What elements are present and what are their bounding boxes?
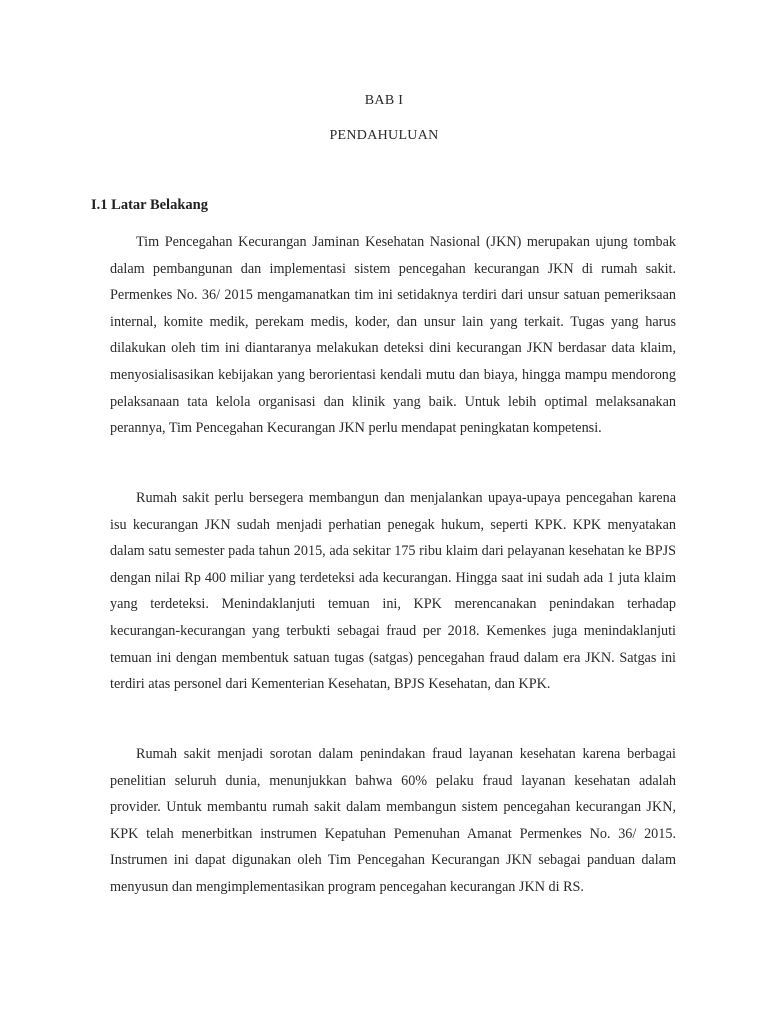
paragraph-2: Rumah sakit perlu bersegera membangun dan menjalankan upaya-upaya pencegahan karena isu kecurangan JKN sudah menjadi perhatian penegak hukum, seperti KPK. KPK menyatakan dalam satu semester pada tahun 2015, ada sekitar 175 ribu klaim dari pelayanan kesehatan ke BPJS dengan nilai Rp 400 miliar yang terdeteksi ada kecurangan. Hingga saat ini sudah ada 1 juta klaim yang terdeteksi. Menindaklanjuti temuan ini, KPK merencanakan penindakan terhadap kecurangan-kecurangan yang terbukti sebagai fraud per 2018. Kemenkes juga menindaklanjuti temuan ini dengan membentuk satuan tugas (satgas) pencegahan fraud dalam era JKN. Satgas ini terdiri atas personel dari Kementerian Kesehatan, BPJS Kesehatan, dan KPK. xyxy=(110,490,676,693)
paragraph-3: Rumah sakit menjadi sorotan dalam penindakan fraud layanan kesehatan karena berbagai penelitian seluruh dunia, menunjukkan bahwa 60% pelaku fraud layanan kesehatan adalah provider. Untuk membantu rumah sakit dalam membangun sistem pencegahan kecurangan JKN, KPK telah menerbitkan instrumen Kepatuhan Pemenuhan Amanat Permenkes No. 36/ 2015. Instrumen ini dapat digunakan oleh Tim Pencegahan Kecurangan JKN sebagai panduan dalam menyusun dan mengimplementasikan program pencegahan kecurangan JKN di RS. xyxy=(110,746,676,895)
chapter-title: PENDAHULUAN xyxy=(329,128,439,143)
section-heading: I.1 Latar Belakang xyxy=(91,197,208,213)
chapter-number: BAB I xyxy=(364,93,404,108)
paragraph-1: Tim Pencegahan Kecurangan Jaminan Kesehatan Nasional (JKN) merupakan ujung tombak dalam pembangunan dan implementasi sistem pencegahan kecurangan JKN di rumah sakit. Permenkes No. 36/ 2015 mengamanatkan tim ini setidaknya terdiri dari unsur satuan pemeriksaan internal, komite medik, perekam medis, koder, dan unsur lain yang terkait. Tugas yang harus dilakukan oleh tim ini diantaranya melakukan deteksi dini kecurangan JKN berdasar data klaim, menyosialisasikan kebijakan yang berorientasi kendali mutu dan biaya, hingga mampu mendorong pelaksanaan tata kelola organisasi dan klinik yang baik. Untuk lebih optimal melaksanakan perannya, Tim Pencegahan Kecurangan JKN perlu mendapat peningkatan kompetensi. xyxy=(110,234,676,437)
